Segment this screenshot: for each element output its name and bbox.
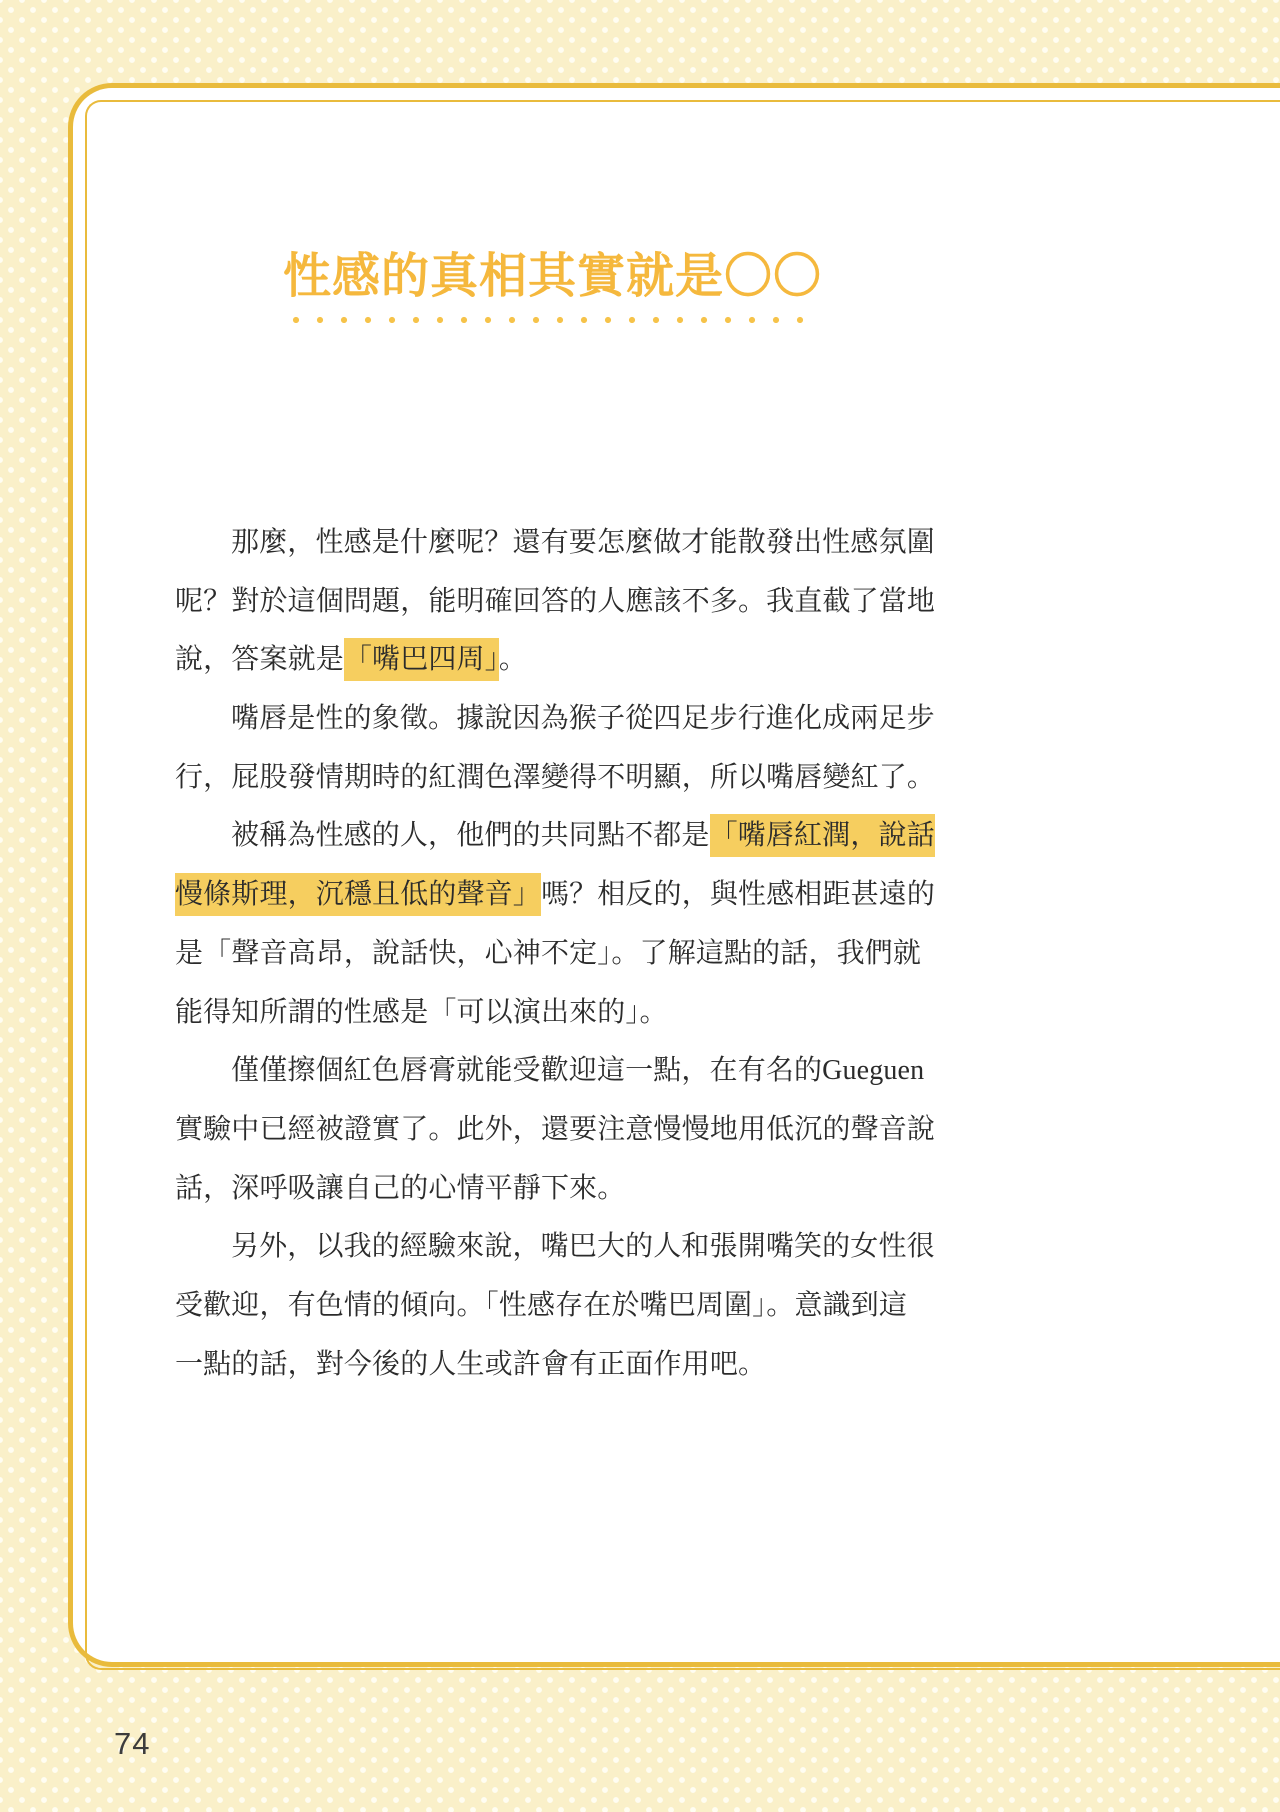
text-run: 實驗中已經被證實了。此外，還要注意慢慢地用低沉的聲音說: [175, 1113, 936, 1145]
text-run: 說，答案就是: [175, 644, 344, 676]
text-run: 呢？對於這個問題，能明確回答的人應該不多。我直截了當地: [175, 585, 936, 617]
text-run: 那麼，性感是什麼呢？還有要怎麼做才能散發出性感氛圍: [231, 527, 935, 558]
text-line: [175, 1101, 937, 1160]
text-line: [175, 1160, 937, 1219]
text-run: 能得知所謂的性感是「可以演出來的」。: [175, 996, 668, 1028]
text-line: [175, 807, 937, 866]
text-run: 另外，以我的經驗來說，嘴巴大的人和張開嘴笑的女性很: [231, 1231, 935, 1263]
text-run: 是「聲音高昂，說話快，心神不定」。了解這點的話，我們就: [175, 937, 922, 969]
title-dotted-underline: [284, 315, 808, 323]
text-line: [175, 749, 937, 808]
page-number: 74: [114, 1726, 151, 1761]
text-run: 。: [498, 644, 527, 676]
page-title: 性感的真相其實就是〇〇: [283, 250, 823, 303]
text-run: 一點的話，對今後的人生或許會有正面作用吧。: [175, 1348, 767, 1380]
text-line: [175, 1218, 937, 1277]
text-line: [175, 925, 937, 984]
text-line: [175, 514, 937, 573]
text-line: [175, 690, 937, 749]
text-line: [175, 1277, 937, 1336]
text-run: 嗎？相反的，與性感相距甚遠的: [540, 879, 936, 911]
text-line: [175, 866, 937, 925]
text-line: [175, 631, 937, 690]
text-run: 受歡迎，有色情的傾向。「性感存在於嘴巴周圍」。意識到這: [175, 1289, 908, 1321]
text-line: [175, 984, 937, 1043]
body-text: [175, 514, 937, 1394]
highlighted-text: 慢條斯理，沉穩且低的聲音」: [175, 873, 541, 916]
text-line: [175, 1336, 937, 1395]
text-run: 僅僅擦個紅色唇膏就能受歡迎這一點，在有名的Gueguen: [231, 1055, 925, 1087]
text-run: 話，深呼吸讓自己的心情平靜下來。: [175, 1172, 626, 1204]
text-line: [175, 573, 937, 632]
highlighted-text: 「嘴唇紅潤，說話: [710, 814, 935, 857]
text-run: 行，屁股發情期時的紅潤色澤變得不明顯，所以嘴唇變紅了。: [175, 761, 936, 793]
highlighted-text: 「嘴巴四周」: [344, 638, 499, 681]
text-run: 嘴唇是性的象徵。據說因為猴子從四足步行進化成兩足步: [231, 703, 935, 735]
text-line: [175, 1042, 937, 1101]
text-run: 被稱為性感的人，他們的共同點不都是: [231, 820, 710, 852]
